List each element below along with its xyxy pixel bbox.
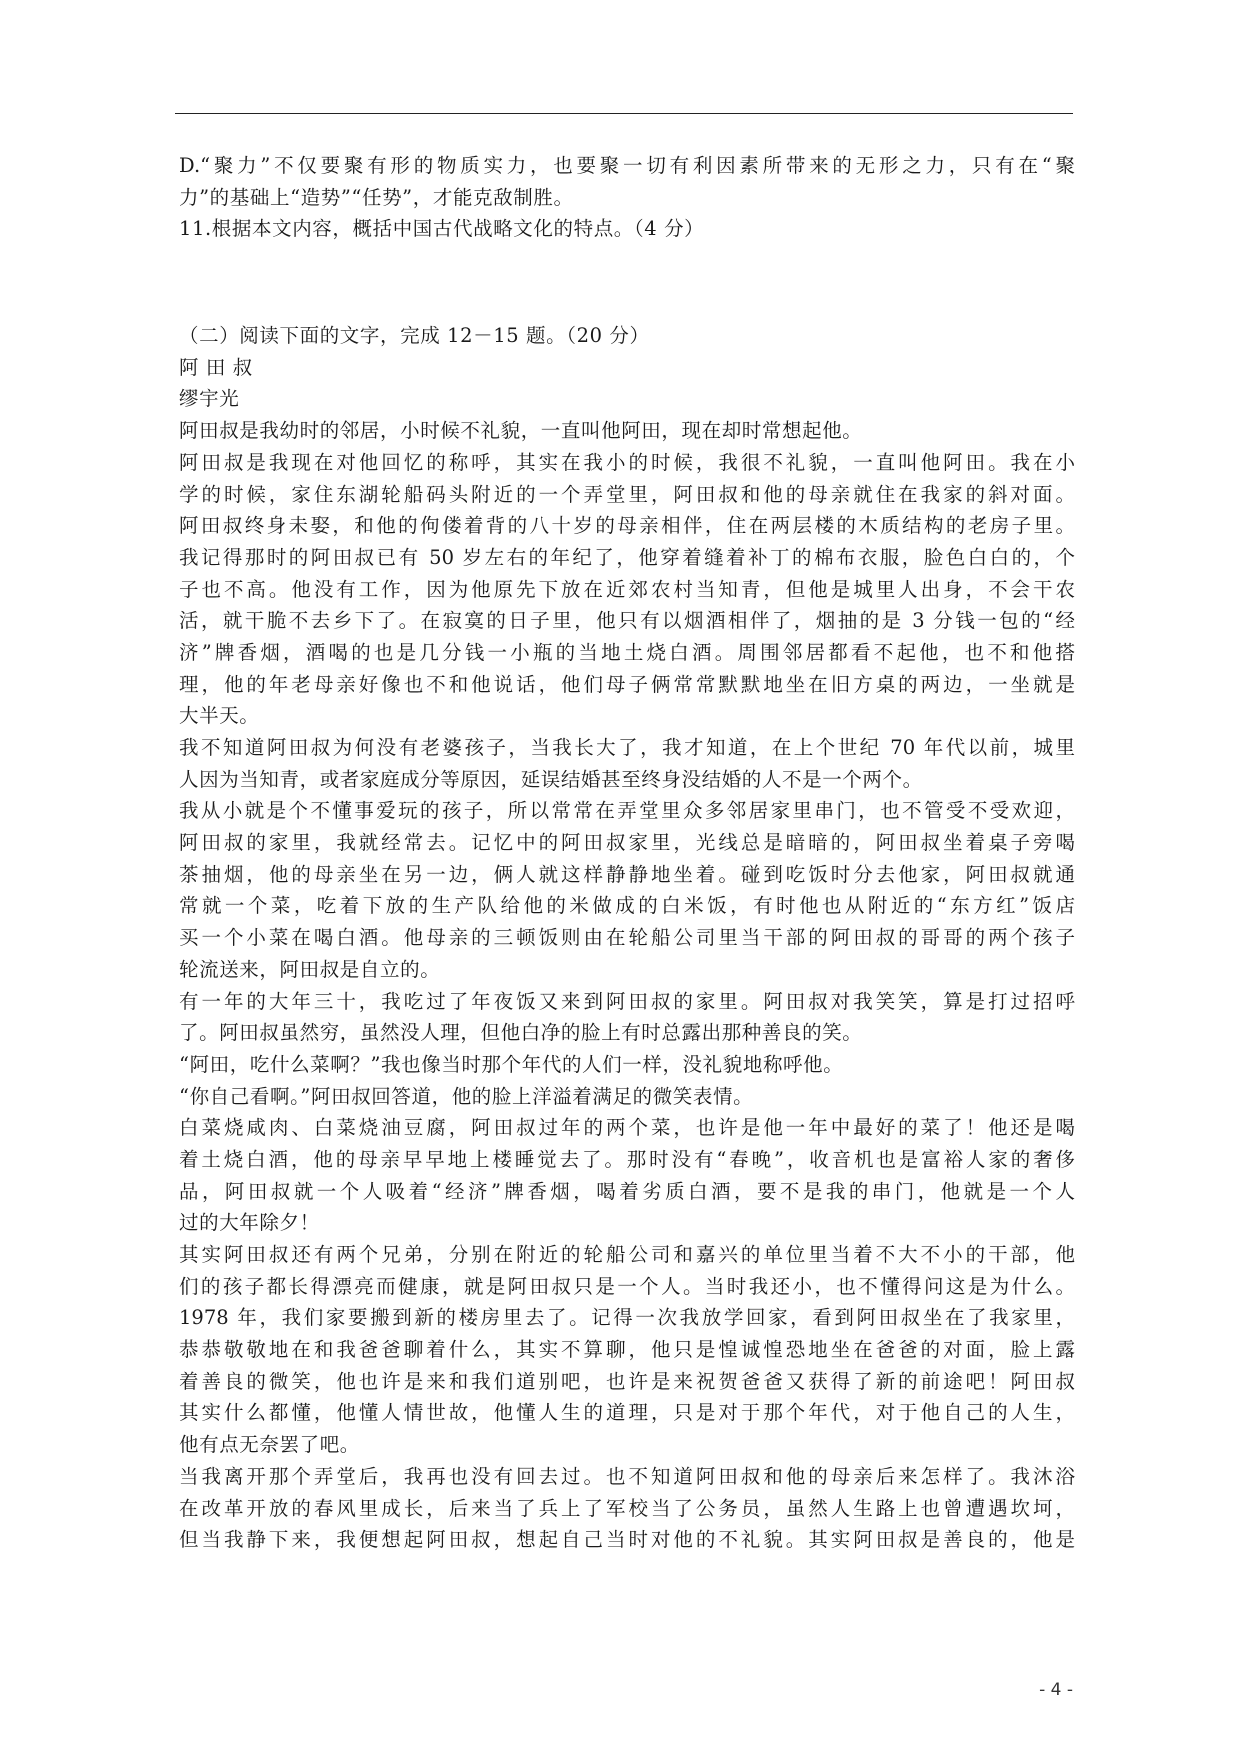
text-line: 常就一个菜，吃着下放的生产队给他的米做成的白米饭，有时他也从附近的“东方红”饭店: [179, 894, 1075, 918]
text-line: “你自己看啊。”阿田叔回答道，他的脸上洋溢着满足的微笑表情。: [179, 1084, 754, 1108]
text-line: 在改革开放的春风里成长，后来当了兵上了军校当了公务员，虽然人生路上也曾遭遇坎坷，: [179, 1496, 1075, 1520]
text-line: D.“聚力”不仅要聚有形的物质实力，也要聚一切有利因素所带来的无形之力，只有在“聚: [179, 154, 1075, 177]
text-line: 学的时候，家住东湖轮船码头附近的一个弄堂里，阿田叔和他的母亲就住在我家的斜对面。: [179, 482, 1075, 506]
text-line: 阿田叔的家里，我就经常去。记忆中的阿田叔家里，光线总是暗暗的，阿田叔坐着桌子旁喝: [179, 831, 1075, 855]
text-line: 白菜烧咸肉、白菜烧油豆腐，阿田叔过年的两个菜，也许是他一年中最好的菜了！他还是喝: [179, 1116, 1075, 1140]
text-line: 其实阿田叔还有两个兄弟，分别在附近的轮船公司和嘉兴的单位里当着不大不小的干部，他: [179, 1243, 1075, 1266]
text-line: “阿田，吃什么菜啊？”我也像当时那个年代的人们一样，没礼貌地称呼他。: [179, 1052, 844, 1076]
text-line: 品，阿田叔就一个人吸着“经济”牌香烟，喝着劣质白酒，要不是我的串门，他就是一个人: [179, 1179, 1075, 1203]
text-line: 缪宇光: [179, 387, 240, 411]
text-line: 人因为当知青，或者家庭成分等原因，延误结婚甚至终身没结婚的人不是一个两个。: [179, 767, 923, 791]
text-line: 其实什么都懂，他懂人情世故，他懂人生的道理，只是对于那个年代，对于他自己的人生，: [179, 1401, 1075, 1425]
header-rule: [175, 113, 1073, 114]
text-line: 我记得那时的阿田叔已有 50 岁左右的年纪了，他穿着缝着补丁的棉布衣服，脸色白白的，个: [179, 545, 1075, 569]
text-line: 阿田叔终身未娶，和他的佝偻着背的八十岁的母亲相伴，住在两层楼的木质结构的老房子里。: [179, 514, 1075, 538]
text-line: （二）阅读下面的文字，完成 12－15 题。（20 分）: [179, 324, 650, 348]
text-line: 阿田叔是我幼时的邻居，小时候不礼貌，一直叫他阿田，现在却时常想起他。: [179, 419, 863, 443]
text-line: 当我离开那个弄堂后，我再也没有回去过。也不知道阿田叔和他的母亲后来怎样了。我沐浴: [179, 1464, 1075, 1488]
text-line: 他有点无奈罢了吧。: [179, 1433, 360, 1457]
text-line: 11.根据本文内容，概括中国古代战略文化的特点。（4 分）: [179, 217, 705, 241]
section-gap: [179, 245, 1075, 320]
page-number: - 4 -: [1039, 1680, 1073, 1700]
text-line: 有一年的大年三十，我吃过了年夜饭又来到阿田叔的家里。阿田叔对我笑笑，算是打过招呼: [179, 989, 1075, 1013]
text-line: 过的大年除夕！: [179, 1211, 320, 1235]
text-line: 我从小就是个不懂事爱玩的孩子，所以常常在弄堂里众多邻居家里串门，也不管受不受欢迎，: [179, 799, 1075, 823]
text-line: 力”的基础上“造势”“任势”，才能克敌制胜。: [179, 185, 574, 209]
text-line: 买一个小菜在喝白酒。他母亲的三顿饭则由在轮船公司里当干部的阿田叔的哥哥的两个孩子: [179, 926, 1075, 950]
document-body: [179, 150, 1075, 1556]
text-line: 1978 年，我们家要搬到新的楼房里去了。记得一次我放学回家，看到阿田叔坐在了我家里，: [179, 1306, 1075, 1330]
text-line: 茶抽烟，他的母亲坐在另一边，俩人就这样静静地坐着。碰到吃饭时分去他家，阿田叔就通: [179, 862, 1075, 886]
text-line: 恭恭敬敬地在和我爸爸聊着什么，其实不算聊，他只是惶诚惶恐地坐在爸爸的对面，脸上露: [179, 1338, 1075, 1362]
text-line: 但当我静下来，我便想起阿田叔，想起自己当时对他的不礼貌。其实阿田叔是善良的，他是: [179, 1528, 1075, 1552]
text-line: 济”牌香烟，酒喝的也是几分钱一小瓶的当地土烧白酒。周围邻居都看不起他，也不和他搭: [179, 640, 1075, 664]
reading-passage: [179, 320, 1075, 1556]
text-line: 阿田叔是我现在对他回忆的称呼，其实在我小的时候，我很不礼貌，一直叫他阿田。我在小: [179, 450, 1075, 474]
text-line: 阿 田 叔: [179, 355, 253, 379]
text-line: 着善良的微笑，他也许是来和我们道别吧，也许是来祝贺爸爸又获得了新的前途吧！阿田叔: [179, 1369, 1075, 1393]
text-line: 轮流送来，阿田叔是自立的。: [179, 957, 441, 981]
text-line: 子也不高。他没有工作，因为他原先下放在近郊农村当知青，但他是城里人出身，不会干农: [179, 577, 1075, 601]
text-line: 了。阿田叔虽然穷，虽然没人理，但他白净的脸上有时总露出那种善良的笑。: [179, 1021, 863, 1045]
text-line: 理，他的年老母亲好像也不和他说话，他们母子俩常常默默地坐在旧方桌的两边，一坐就是: [179, 672, 1075, 696]
text-line: 着土烧白酒，他的母亲早早地上楼睡觉去了。那时没有“春晚”，收音机也是富裕人家的奢侈: [179, 1147, 1075, 1171]
text-line: 活，就干脆不去乡下了。在寂寞的日子里，他只有以烟酒相伴了，烟抽的是 3 分钱一包的“经: [179, 609, 1075, 633]
question-block: [179, 150, 1075, 245]
text-line: 们的孩子都长得漂亮而健康，就是阿田叔只是一个人。当时我还小，也不懂得问这是为什么。: [179, 1274, 1075, 1298]
text-line: 大半天。: [179, 704, 260, 728]
text-line: 我不知道阿田叔为何没有老婆孩子，当我长大了，我才知道，在上个世纪 70 年代以前，城里: [179, 736, 1075, 759]
